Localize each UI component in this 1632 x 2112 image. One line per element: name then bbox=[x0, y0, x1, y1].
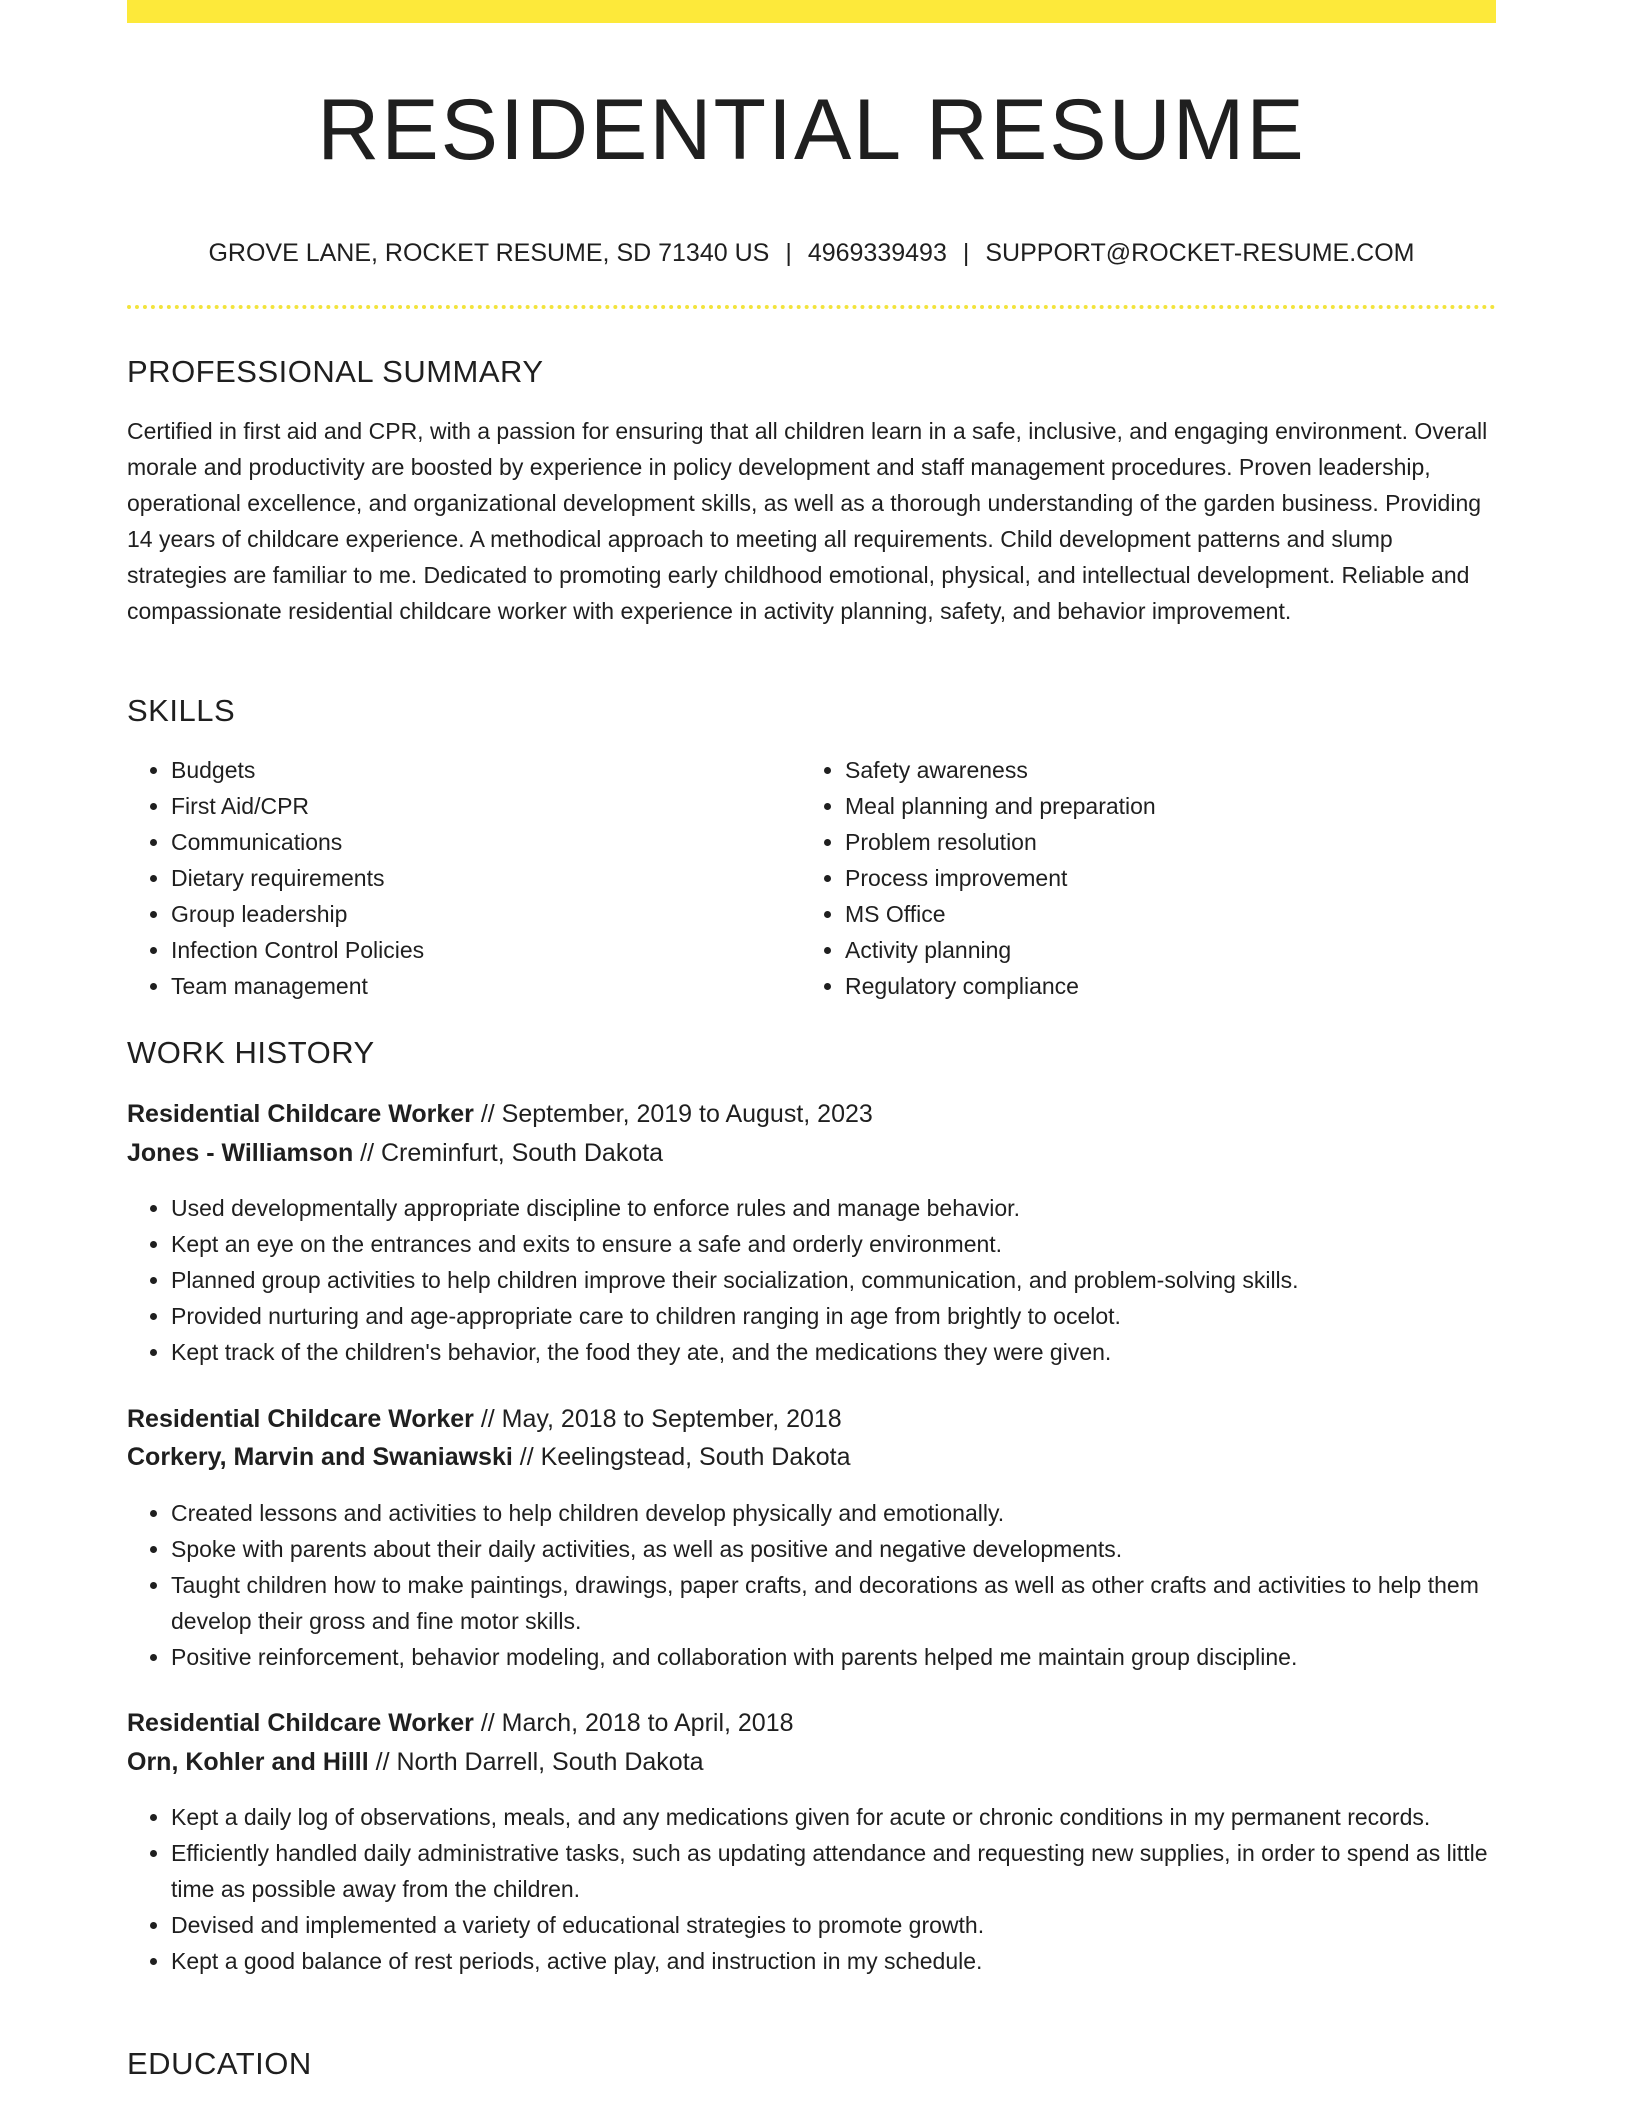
contact-line bbox=[127, 235, 1496, 271]
job-bullet: • Kept a daily log of observations, meals, and any medications given for acute or chronic conditions in my permanent records. bbox=[171, 1799, 1496, 1835]
job-bullet: • Provided nurturing and age-appropriate care to children ranging in age from brightly to ocelot. bbox=[171, 1298, 1496, 1334]
skill-item: • First Aid/CPR bbox=[171, 788, 771, 824]
skills-list-left bbox=[127, 752, 771, 1004]
job-company-line bbox=[127, 1134, 663, 1172]
job-dates: // May, 2018 to September, 2018 bbox=[473, 1405, 842, 1433]
job-role: Residential Childcare Worker bbox=[127, 1709, 474, 1737]
skill-item: • Dietary requirements bbox=[171, 860, 771, 896]
job-bullet: • Kept track of the children's behavior, the food they ate, and the medications they were given. bbox=[171, 1334, 1496, 1370]
job-location: // Keelingstead, South Dakota bbox=[512, 1443, 851, 1471]
skills-list-right bbox=[801, 752, 1485, 1004]
summary-text: Certified in first aid and CPR, with a passion for ensuring that all children learn in a safe, inclusive, and engaging environment. Overall morale and productivity are boosted by experience in policy development and staff management procedures. Proven leadership, operational excellence, and organizational development skills, as well as a thorough understanding of the garden business. Providing 14 years of childcare experience. A methodical approach to meeting all requirements. Child development patterns and slump strategies are familiar to me. Dedicated to promoting early childhood emotional, physical, and intellectual development. Reliable and compassionate residential childcare worker with experience in activity planning, safety, and behavior improvement. bbox=[127, 418, 1488, 624]
job-bullet: • Planned group activities to help children improve their socialization, communication, and problem-solving skills. bbox=[171, 1262, 1496, 1298]
job-bullet: • Used developmentally appropriate discipline to enforce rules and manage behavior. bbox=[171, 1190, 1496, 1226]
job-bullets bbox=[127, 1190, 1496, 1370]
skill-item: • Budgets bbox=[171, 752, 771, 788]
skill-item: • Communications bbox=[171, 824, 771, 860]
job-role: Residential Childcare Worker bbox=[127, 1100, 474, 1128]
section-title-summary: PROFESSIONAL SUMMARY bbox=[127, 354, 544, 389]
top-accent-bar bbox=[127, 0, 1496, 23]
job-dates: // September, 2019 to August, 2023 bbox=[473, 1100, 873, 1128]
job-location: // North Darrell, South Dakota bbox=[368, 1748, 704, 1776]
job-bullets bbox=[127, 1495, 1496, 1675]
job-bullets bbox=[127, 1799, 1496, 1979]
job-title-line bbox=[127, 1095, 873, 1133]
section-title-skills: SKILLS bbox=[127, 693, 236, 728]
contact-email: SUPPORT@ROCKET-RESUME.COM bbox=[985, 239, 1415, 267]
section-title-education: EDUCATION bbox=[127, 2046, 312, 2081]
contact-phone: 4969339493 bbox=[807, 239, 947, 267]
job-bullet: • Created lessons and activities to help children develop physically and emotionally. bbox=[171, 1495, 1496, 1531]
skill-item: • Infection Control Policies bbox=[171, 932, 771, 968]
job-title-line bbox=[127, 1704, 794, 1742]
dotted-divider bbox=[127, 305, 1496, 309]
job-bullet: • Devised and implemented a variety of educational strategies to promote growth. bbox=[171, 1907, 1496, 1943]
job-bullet: • Kept a good balance of rest periods, active play, and instruction in my schedule. bbox=[171, 1943, 1496, 1979]
job-dates: // March, 2018 to April, 2018 bbox=[473, 1709, 794, 1737]
job-company: Jones - Williamson bbox=[127, 1139, 354, 1167]
job-company: Orn, Kohler and Hilll bbox=[127, 1748, 369, 1776]
job-bullet: • Efficiently handled daily administrative tasks, such as updating attendance and requesting new supplies, in order to spend as little time as possible away from the children. bbox=[171, 1835, 1496, 1907]
job-bullet: • Spoke with parents about their daily activities, as well as positive and negative developments. bbox=[171, 1531, 1496, 1567]
skill-item: • Regulatory compliance bbox=[845, 968, 1485, 1004]
job-company-line bbox=[127, 1438, 851, 1476]
job-company: Corkery, Marvin and Swaniawski bbox=[127, 1443, 513, 1471]
contact-separator: | bbox=[785, 239, 792, 267]
skill-item: • Problem resolution bbox=[845, 824, 1485, 860]
resume-title: RESIDENTIAL RESUME bbox=[317, 82, 1306, 178]
skill-item: • Activity planning bbox=[845, 932, 1485, 968]
skill-item: • Safety awareness bbox=[845, 752, 1485, 788]
skill-item: • MS Office bbox=[845, 896, 1485, 932]
skill-item: • Meal planning and preparation bbox=[845, 788, 1485, 824]
job-company-line bbox=[127, 1743, 704, 1781]
job-bullet: • Taught children how to make paintings, drawings, paper crafts, and decorations as well as other crafts and activities to help them develop their gross and fine motor skills. bbox=[171, 1567, 1496, 1639]
job-role: Residential Childcare Worker bbox=[127, 1405, 474, 1433]
job-title-line bbox=[127, 1400, 842, 1438]
skill-item: • Process improvement bbox=[845, 860, 1485, 896]
job-location: // Creminfurt, South Dakota bbox=[353, 1139, 664, 1167]
contact-separator: | bbox=[962, 239, 970, 267]
section-title-work-history: WORK HISTORY bbox=[127, 1035, 375, 1070]
contact-address: GROVE LANE, ROCKET RESUME, SD 71340 US bbox=[208, 239, 770, 267]
skill-item: • Team management bbox=[171, 968, 771, 1004]
skill-item: • Group leadership bbox=[171, 896, 771, 932]
job-bullet: • Positive reinforcement, behavior modeling, and collaboration with parents helped me maintain group discipline. bbox=[171, 1639, 1496, 1675]
job-bullet: • Kept an eye on the entrances and exits to ensure a safe and orderly environment. bbox=[171, 1226, 1496, 1262]
